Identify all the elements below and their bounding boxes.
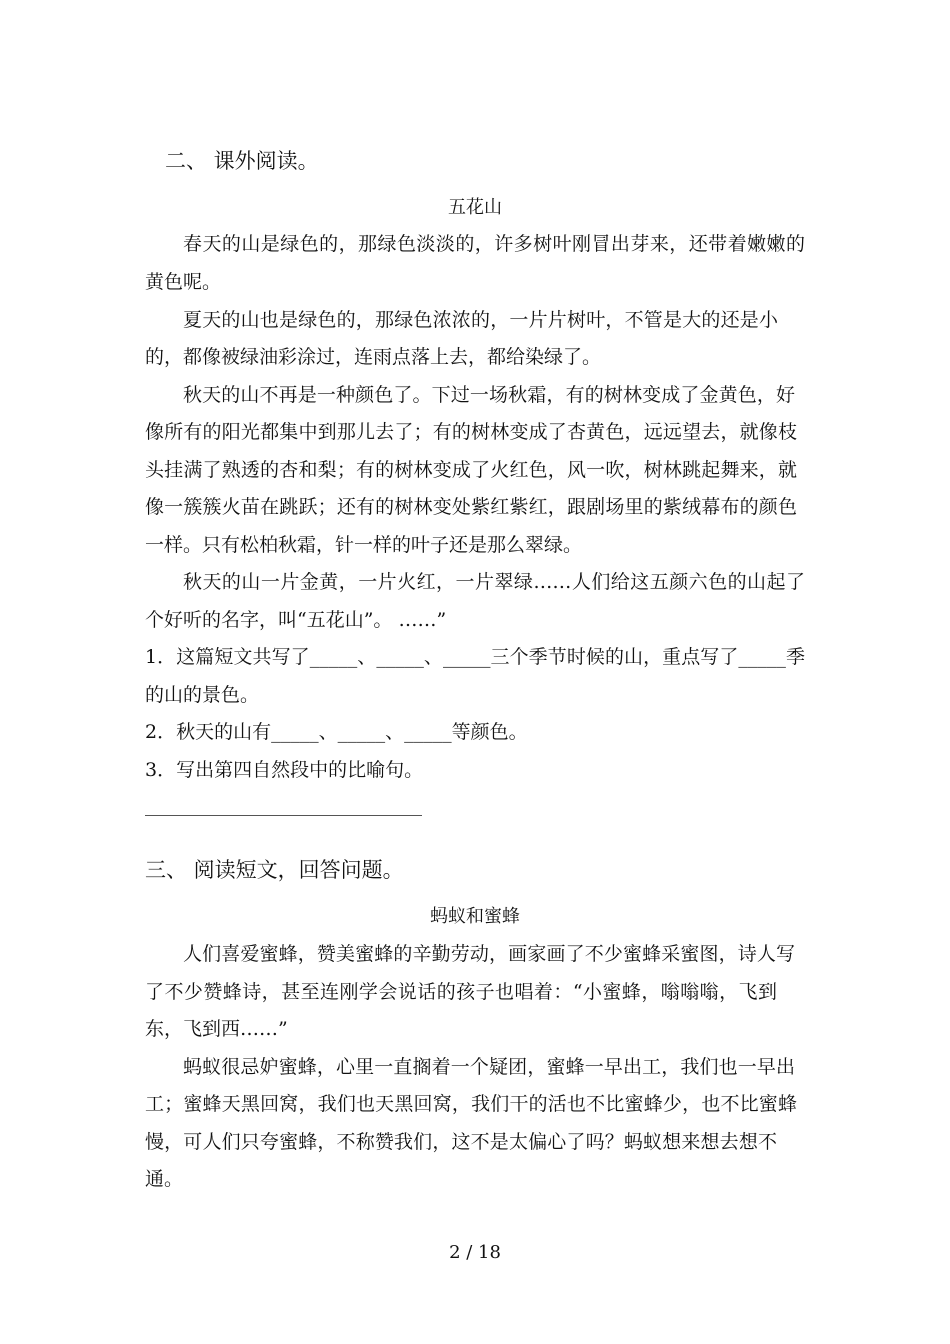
paragraph-line: 秋天的山不再是一种颜色了。下过一场秋霜，有的树林变成了金黄色，好 (183, 384, 795, 406)
question-line: 3．写出第四自然段中的比喻句。 (145, 759, 424, 781)
paragraph-line: 人们喜爱蜜蜂，赞美蜜蜂的辛勤劳动，画家画了不少蜜蜂采蜜图，诗人写 (183, 943, 795, 965)
paragraph-line: 像所有的阳光都集中到那儿去了；有的树林变成了杏黄色，远远望去，就像枝 (145, 421, 797, 443)
section3-title: 蚂蚁和蜜蜂 (430, 906, 520, 927)
paragraph-line: 秋天的山一片金黄，一片火红，一片翠绿……人们给这五颜六色的山起了 (183, 571, 805, 593)
paragraph-line: 一样。只有松柏秋霜，针一样的叶子还是那么翠绿。 (145, 534, 583, 556)
paragraph-line: 蚂蚁很忌妒蜜蜂，心里一直搁着一个疑团，蜜蜂一早出工，我们也一早出 (183, 1056, 795, 1078)
question-line: 2．秋天的山有_____、_____、_____等颜色。 (145, 721, 528, 743)
question-line: 1．这篇短文共写了_____、_____、_____三个季节时候的山，重点写了_____季 (145, 646, 805, 668)
paragraph-line: 东，飞到西……” (145, 1018, 288, 1040)
answer-line (145, 815, 422, 816)
section2-heading: 二、 课外阅读。 (165, 149, 319, 173)
paragraph-line: 工；蜜蜂天黑回窝，我们也天黑回窝，我们干的活也不比蜜蜂少，也不比蜜蜂 (145, 1093, 797, 1115)
section3-heading: 三、 阅读短文，回答问题。 (145, 858, 404, 882)
paragraph-line: 夏天的山也是绿色的，那绿色浓浓的，一片片树叶，不管是大的还是小 (183, 309, 778, 331)
section2-title: 五花山 (448, 197, 502, 218)
question-line: 的山的景色。 (145, 684, 260, 706)
paragraph-line: 黄色呢。 (145, 271, 222, 293)
paragraph-line: 慢，可人们只夸蜜蜂，不称赞我们，这不是太偏心了吗？蚂蚁想来想去想不 (145, 1131, 777, 1153)
paragraph-line: 的，都像被绿油彩涂过，连雨点落上去，都给染绿了。 (145, 346, 602, 368)
paragraph-line: 个好听的名字，叫“五花山”。 ……” (145, 609, 447, 631)
paragraph-line: 春天的山是绿色的，那绿色淡淡的，许多树叶刚冒出芽来，还带着嫩嫩的 (183, 233, 805, 255)
paragraph-line: 像一簇簇火苗在跳跃；还有的树林变处紫红紫红，跟剧场里的紫绒幕布的颜色 (145, 496, 797, 518)
paragraph-line: 通。 (145, 1168, 184, 1190)
paragraph-line: 头挂满了熟透的杏和梨；有的树林变成了火红色，风一吹，树林跳起舞来，就 (145, 459, 797, 481)
page-number: 2 / 18 (449, 1242, 501, 1263)
paragraph-line: 了不少赞蜂诗，甚至连刚学会说话的孩子也唱着：“小蜜蜂，嗡嗡嗡，飞到 (145, 981, 777, 1003)
